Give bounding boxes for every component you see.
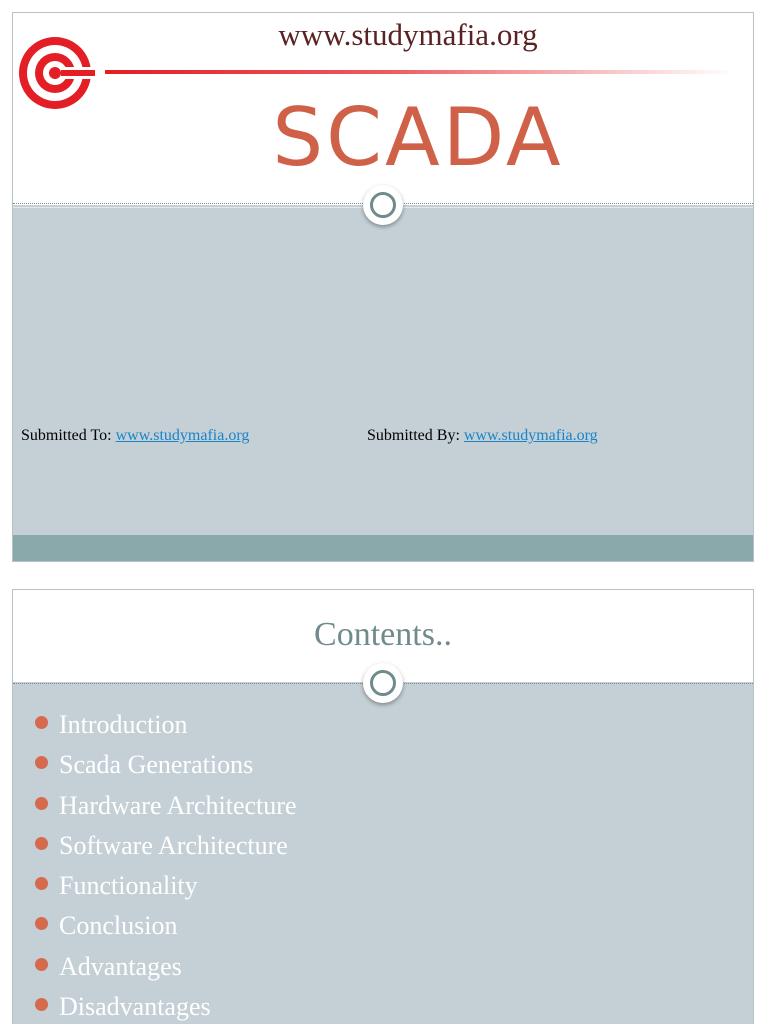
bullet-dot-icon [35, 877, 48, 890]
header-accent-line [105, 70, 735, 74]
list-item-label: Software Architecture [59, 830, 288, 860]
list-item [35, 791, 296, 831]
list-item [35, 871, 296, 911]
list-item-label: Introduction [59, 710, 188, 739]
submitted-to-link[interactable]: www.studymafia.org [115, 427, 250, 444]
header-site-url: www.studymafia.org [278, 17, 538, 52]
target-logo-icon [15, 33, 95, 113]
bullet-dot-icon [35, 716, 48, 729]
submitted-to [21, 427, 249, 445]
list-item [35, 750, 296, 790]
bullet-dot-icon [35, 958, 48, 971]
bullet-dot-icon [35, 756, 48, 769]
list-item [35, 831, 296, 871]
list-item [35, 952, 296, 992]
ring-ornament-icon [363, 663, 403, 703]
list-item-label: Disadvantages [59, 992, 211, 1022]
slide-title: SCADA [272, 91, 564, 184]
slide-footer-bar [13, 535, 753, 561]
bullet-dot-icon [35, 998, 48, 1011]
list-item [35, 992, 296, 1024]
submitted-by [367, 427, 598, 445]
title-slide-header [13, 13, 753, 205]
list-item-label: Scada Generations [59, 750, 254, 780]
bullet-dot-icon [35, 797, 48, 810]
bullet-dot-icon [35, 837, 48, 850]
list-item-label: Hardware Architecture [59, 790, 297, 820]
list-item [35, 911, 296, 951]
submitted-by-label: Submitted By: [367, 427, 460, 444]
list-item-label: Conclusion [59, 911, 178, 941]
list-item-label: Advantages [59, 951, 182, 981]
bullet-dot-icon [35, 917, 48, 930]
submitted-to-label: Submitted To: [21, 427, 112, 444]
list-item-label: Functionality [59, 871, 198, 901]
submitted-by-link[interactable]: www.studymafia.org [463, 427, 598, 444]
contents-title: Contents.. [314, 616, 452, 653]
contents-list [35, 710, 296, 1024]
list-item [35, 710, 296, 750]
contents-slide [12, 589, 754, 1024]
title-slide [12, 12, 754, 562]
ring-ornament-icon [363, 185, 403, 225]
